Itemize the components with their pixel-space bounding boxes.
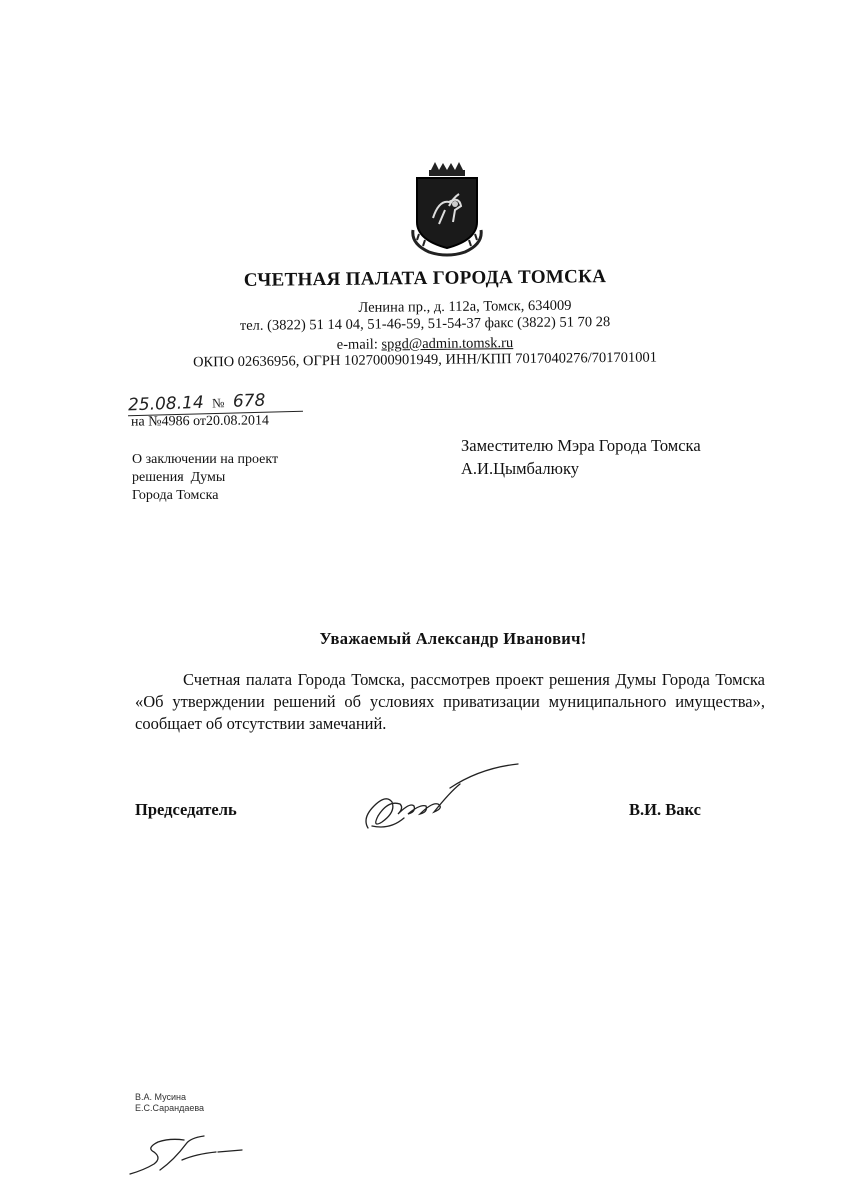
- handwritten-visa: [124, 1130, 249, 1180]
- letter-subject: [132, 451, 278, 505]
- organization-codes: ОКПО 02636956, ОГРН 1027000901949, ИНН/КПП 7017040276/701701001: [192, 349, 658, 371]
- subject-line: О заключении на проект: [132, 452, 279, 467]
- registration-number-sign: №: [211, 395, 225, 411]
- subject-line: решения Думы: [132, 470, 226, 485]
- organization-address: Ленина пр., д. 112а, Томск, 634009: [358, 297, 572, 316]
- registration-number: 678: [232, 390, 266, 412]
- registration-date: 25.08.14: [127, 392, 205, 416]
- addressee-position: Заместителю Мэра Города Томска: [461, 436, 701, 455]
- coat-of-arms-emblem: [409, 160, 485, 260]
- executors-list: [135, 1092, 204, 1114]
- ref-date-prefix: от: [193, 413, 207, 430]
- organization-name: СЧЕТНАЯ ПАЛАТА ГОРОДА ТОМСКА: [243, 266, 607, 291]
- organization-phones: тел. (3822) 51 14 04, 51-46-59, 51-54-37 факс (3822) 51 70 28: [239, 314, 611, 334]
- letter-body: Счетная палата Города Томска, рассмотрев проект решения Думы Города Томска «Об утверждении решений об условиях приватизации муниципального имущества», сообщает об отсутствии замечаний.: [135, 670, 765, 733]
- ref-number: №4986: [148, 414, 190, 430]
- executor-name: В.А. Мусина: [135, 1092, 187, 1102]
- email-link[interactable]: spgd@admin.tomsk.ru: [381, 335, 514, 353]
- addressee-block: [461, 434, 701, 480]
- signatory-name: В.И. Вакс: [629, 800, 701, 819]
- incoming-reference: [131, 413, 269, 430]
- subject-line: Города Томска: [132, 488, 219, 503]
- letter-greeting: Уважаемый Александр Иванович!: [319, 629, 587, 648]
- email-label: e-mail:: [336, 336, 378, 353]
- executor-name: Е.С.Сарандаева: [135, 1103, 205, 1113]
- ref-prefix: на: [130, 414, 145, 430]
- handwritten-signature: [360, 758, 525, 838]
- addressee-name: А.И.Цымбалюку: [461, 459, 579, 478]
- signatory-title: Председатель: [135, 800, 237, 819]
- ref-date: 20.08.2014: [205, 413, 270, 429]
